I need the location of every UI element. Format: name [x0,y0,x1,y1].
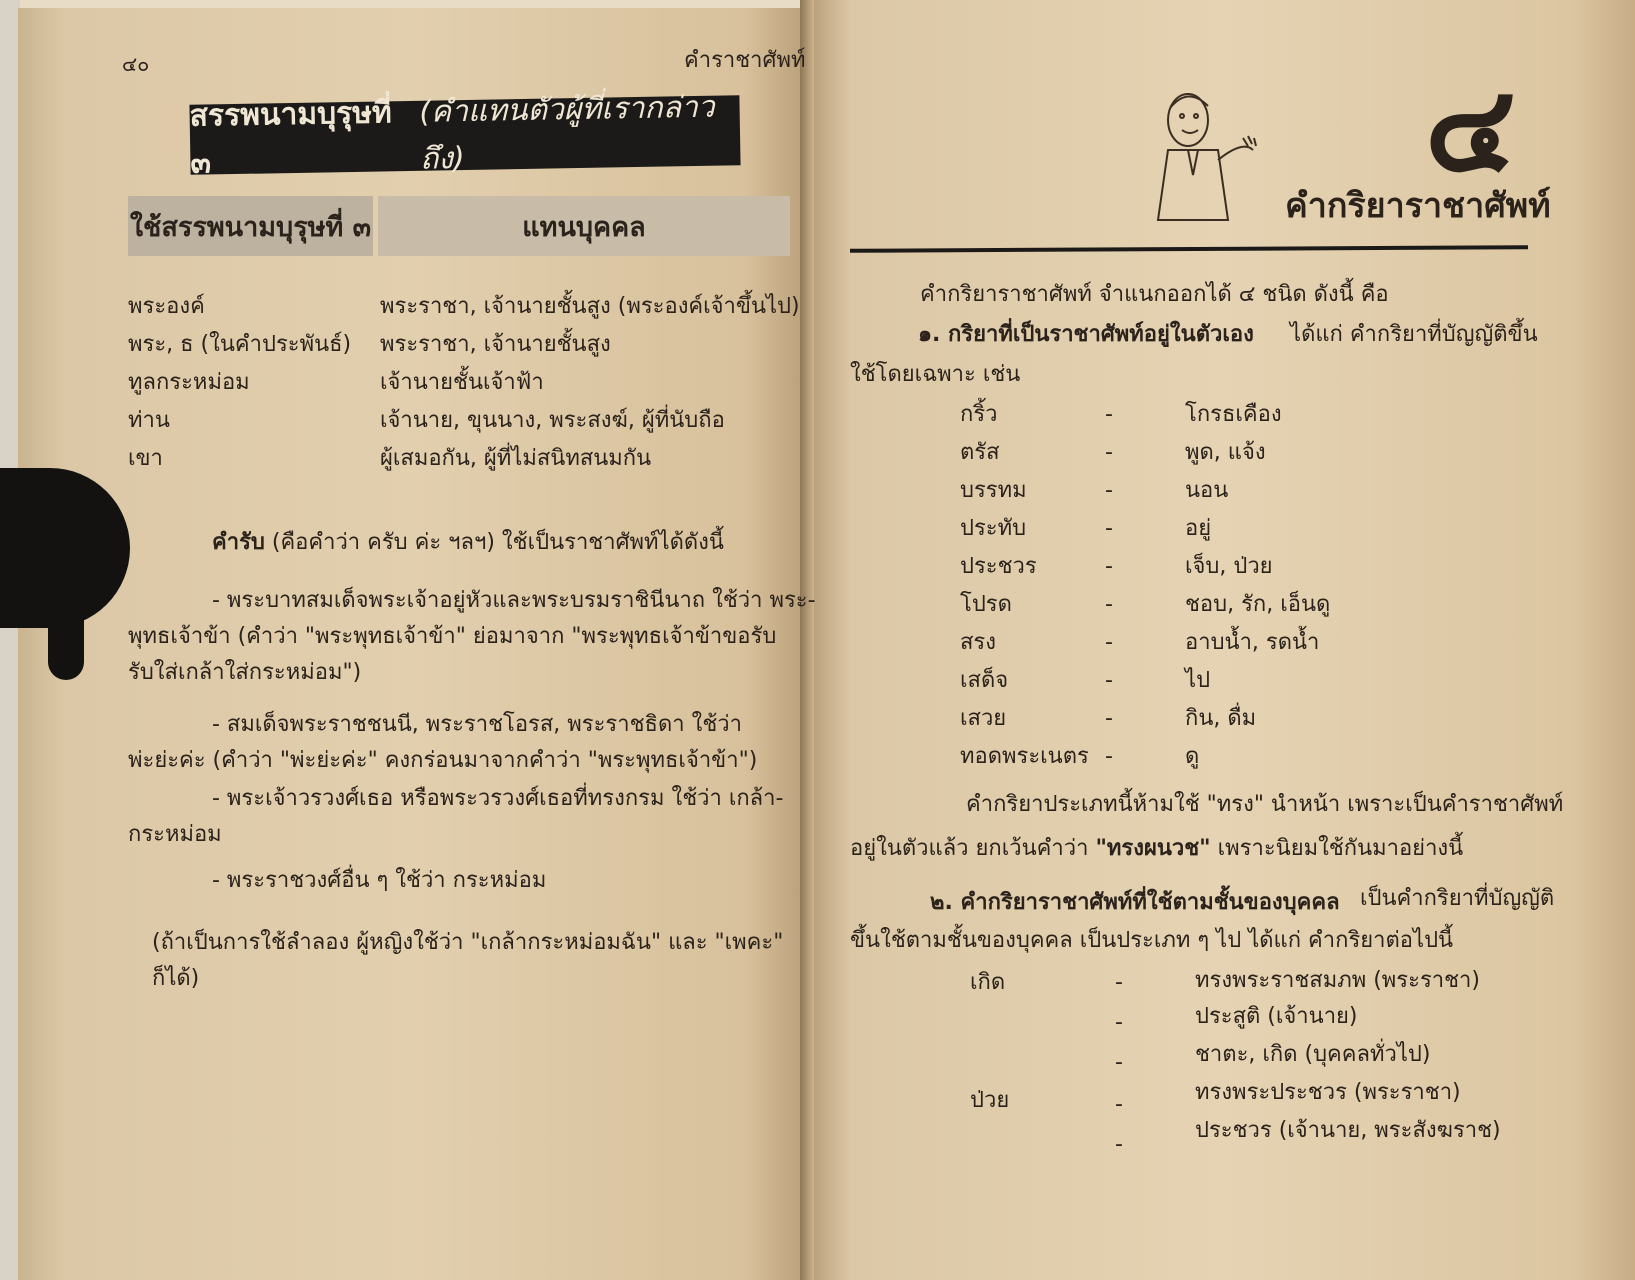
verb-meaning: กิน, ดื่ม [1185,706,1257,731]
verb-dash: - [1105,630,1113,655]
verb-dash: - [1115,1092,1123,1117]
thumb-tab-stem [48,600,84,680]
section1-heading-rest: ได้แก่ คำกริยาที่บัญญัติขึ้น [1290,322,1538,347]
verb-word: เสวย [960,706,1007,731]
pronoun-term: พระองค์ [128,294,205,319]
verb-word: เกิด [970,970,1006,995]
section1-note-cont [850,836,1463,862]
verb-dash: - [1105,402,1113,427]
pronoun-term: ทูลกระหม่อม [128,370,250,395]
banner-title: สรรพนามบุรุษที่ ๓ [189,95,393,181]
section-banner [189,89,740,181]
verb-meaning: ประสูติ (เจ้านาย) [1195,1004,1358,1029]
note-emphasis: "ทรงผนวช" [1095,836,1211,861]
verb-word: ตรัส [960,440,1000,465]
table-header-person: แทนบุคคล [378,196,790,256]
body-line: กระหม่อม [128,822,222,847]
running-head: คำราชาศัพท์ [684,48,806,73]
body-line: รับใส่เกล้าใส่กระหม่อม") [128,660,362,685]
verb-dash: - [1105,668,1113,693]
verb-dash: - [1105,478,1113,503]
pronoun-meaning: เจ้านายชั้นเจ้าฟ้า [380,370,544,395]
verb-dash: - [1105,554,1113,579]
verb-meaning: นอน [1185,478,1229,503]
body-line: พ่ะย่ะค่ะ (คำว่า "พ่ะย่ะค่ะ" คงกร่อนมาจากคำว่า "พระพุทธเจ้าข้า") [128,748,758,773]
chapter-number: ๔ [1425,60,1516,199]
verb-meaning: ทรงพระราชสมภพ (พระราชา) [1195,968,1480,993]
verb-dash: - [1105,440,1113,465]
pronoun-meaning: พระราชา, เจ้านายชั้นสูง [380,332,611,357]
chapter-title: คำกริยาราชาศัพท์ [1285,186,1551,226]
verb-meaning: ประชวร (เจ้านาย, พระสังฆราช) [1195,1118,1501,1143]
body-line: - สมเด็จพระราชชนนี, พระราชโอรส, พระราชธิดา ใช้ว่า [212,712,742,737]
banner-subtitle: (คำแทนตัวผู้ที่เรากล่าวถึง) [418,89,715,177]
verb-word: บรรทม [960,478,1027,503]
body-line: (ถ้าเป็นการใช้ลำลอง ผู้หญิงใช้ว่า "เกล้ากระหม่อมฉัน" และ "เพคะ" [152,930,784,955]
scan-edge [0,0,20,1280]
page-number: ๔๐ [122,52,150,76]
kamrap-rest: (คือคำว่า ครับ ค่ะ ฯลฯ) ใช้เป็นราชาศัพท์ได้ดังนี้ [271,530,724,555]
verb-dash: - [1115,970,1123,995]
body-line: - พระราชวงศ์อื่น ๆ ใช้ว่า กระหม่อม [212,868,547,893]
pronoun-term: พระ, ธ (ในคำประพันธ์) [128,332,352,357]
body-line: - พระเจ้าวรวงศ์เธอ หรือพระวรวงศ์เธอที่ทรงกรม ใช้ว่า เกล้า- [212,786,784,811]
verb-dash: - [1115,1132,1123,1157]
kamrap-bold: คำรับ [212,530,265,555]
verb-word: โปรด [960,592,1012,617]
body-line: - พระบาทสมเด็จพระเจ้าอยู่หัวและพระบรมราชินีนาถ ใช้ว่า พระ- [212,588,816,613]
book-gutter [800,0,814,1280]
intro-line: คำกริยาราชาศัพท์ จำแนกออกได้ ๔ ชนิด ดังนี้ คือ [920,282,1389,307]
body-line: ก็ได้) [152,966,200,991]
cartoon-man-illustration [1148,80,1268,230]
pronoun-term: เขา [128,446,163,471]
verb-meaning: อยู่ [1185,516,1212,541]
verb-meaning: อาบน้ำ, รดน้ำ [1185,630,1320,655]
verb-meaning: พูด, แจ้ง [1185,440,1266,465]
pronoun-meaning: เจ้านาย, ขุนนาง, พระสงฆ์, ผู้ที่นับถือ [380,408,725,433]
note-part: อยู่ในตัวแล้ว ยกเว้นคำว่า [850,836,1089,861]
verb-meaning: ดู [1185,744,1200,769]
verb-meaning: ชอบ, รัก, เอ็นดู [1185,592,1331,617]
verb-dash: - [1105,516,1113,541]
verb-word: ประชวร [960,554,1037,579]
section2-heading: ๒. คำกริยาราชาศัพท์ที่ใช้ตามชั้นของบุคคล [930,890,1340,915]
verb-dash: - [1105,592,1113,617]
verb-meaning: ชาตะ, เกิด (บุคคลทั่วไป) [1195,1042,1431,1067]
pronoun-meaning: ผู้เสมอกัน, ผู้ที่ไม่สนิทสนมกัน [380,446,652,471]
verb-meaning: โกรธเคือง [1185,402,1282,427]
verb-meaning: ทรงพระประชวร (พระราชา) [1195,1080,1461,1105]
verb-word: เสด็จ [960,668,1009,693]
table-header-pronoun: ใช้สรรพนามบุรุษที่ ๓ [128,196,373,256]
section2-heading-rest: เป็นคำกริยาที่บัญญัติ [1360,886,1555,911]
pronoun-term: ท่าน [128,408,170,433]
verb-word: ป่วย [970,1088,1010,1113]
verb-word: ทอดพระเนตร [960,744,1089,769]
verb-dash: - [1115,1010,1123,1035]
section1-heading-cont: ใช้โดยเฉพาะ เช่น [850,362,1021,387]
section1-note: คำกริยาประเภทนี้ห้ามใช้ "ทรง" นำหน้า เพราะเป็นคำราชาศัพท์ [966,792,1564,817]
verb-word: ประทับ [960,516,1027,541]
verb-word: กริ้ว [960,402,998,427]
note-part: เพราะนิยมใช้กันมาอย่างนี้ [1217,836,1464,861]
kamrap-heading [212,530,724,556]
pronoun-meaning: พระราชา, เจ้านายชั้นสูง (พระองค์เจ้าขึ้นไป) [380,294,800,319]
verb-meaning: เจ็บ, ป่วย [1185,554,1273,579]
section1-heading: ๑. กริยาที่เป็นราชาศัพท์อยู่ในตัวเอง [918,322,1254,347]
verb-word: สรง [960,630,996,655]
verb-dash: - [1105,706,1113,731]
verb-meaning: ไป [1185,668,1211,693]
verb-dash: - [1105,744,1113,769]
body-line: พุทธเจ้าข้า (คำว่า "พระพุทธเจ้าข้า" ย่อมาจาก "พระพุทธเจ้าข้าขอรับ [128,624,777,649]
section2-heading-cont: ขึ้นใช้ตามชั้นของบุคคล เป็นประเภท ๆ ไป ได้แก่ คำกริยาต่อไปนี้ [850,928,1454,953]
verb-dash: - [1115,1050,1123,1075]
